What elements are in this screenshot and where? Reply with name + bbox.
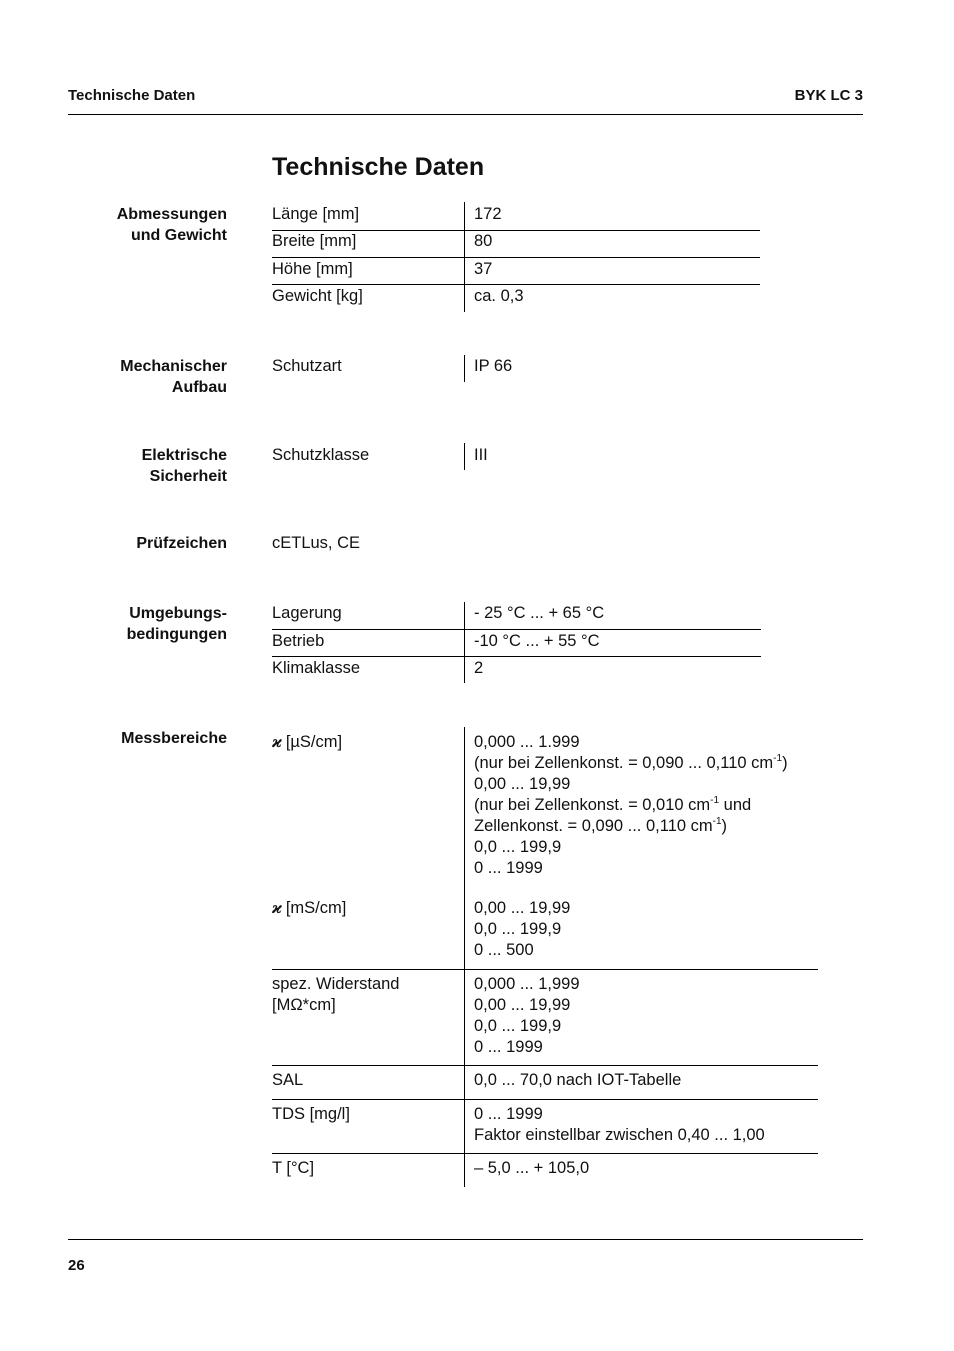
table-value: III	[474, 446, 488, 464]
table-key: Betrieb	[272, 632, 325, 650]
section-label-mechanik	[68, 356, 227, 398]
value-text: und	[719, 796, 752, 814]
table-value: ca. 0,3	[474, 287, 524, 305]
running-header-left: Technische Daten	[68, 87, 196, 104]
running-header-right: BYK LC 3	[794, 87, 863, 104]
unit-label: [µS/cm]	[285, 733, 343, 751]
table-row-rule	[272, 1065, 818, 1066]
key-line: spez. Widerstand	[272, 975, 400, 993]
table-key: SAL	[272, 1071, 304, 1089]
value-line	[474, 816, 788, 837]
table-value: 80	[474, 232, 493, 250]
value-line: 0,000 ... 1,999	[474, 975, 580, 993]
section-label-line: Abmessungen	[116, 206, 227, 223]
table-key: Schutzart	[272, 357, 342, 375]
section-label-line: Aufbau	[171, 379, 227, 396]
table-divider	[464, 443, 465, 470]
table-value: 172	[474, 205, 502, 223]
value-line	[474, 795, 788, 816]
section-label-line: Mechanischer	[120, 358, 227, 375]
value-line: 0,0 ... 199,9	[474, 1017, 562, 1035]
key-line: [MΩ*cm]	[272, 996, 336, 1014]
table-value: 2	[474, 659, 484, 677]
table-row-rule	[272, 284, 760, 285]
section-label-line: Sicherheit	[149, 468, 227, 485]
table-value: 0,0 ... 70,0 nach IOT-Tabelle	[474, 1071, 682, 1089]
value-line	[474, 753, 788, 774]
table-key: Länge [mm]	[272, 205, 360, 223]
value-line: 0 ... 1999	[474, 1105, 543, 1123]
kappa-symbol: ϰ	[272, 733, 282, 751]
header-rule	[68, 114, 863, 115]
table-key: Breite [mm]	[272, 232, 357, 250]
table-key: Schutzklasse	[272, 446, 370, 464]
value-line: 0,00 ... 19,99	[474, 775, 571, 793]
table-key: TDS [mg/l]	[272, 1105, 350, 1123]
table-row-rule	[272, 1153, 818, 1154]
section-label-line: Prüfzeichen	[136, 535, 227, 552]
section-label-line: Umgebungs-	[129, 605, 227, 622]
table-key	[272, 898, 346, 919]
table-value	[474, 1104, 765, 1146]
value-line: 0 ... 1999	[474, 859, 543, 877]
superscript: -1	[710, 794, 720, 806]
value-text: Zellenkonst. = 0,090 ... 0,110 cm	[474, 817, 713, 835]
table-value: - 25 °C ... + 65 °C	[474, 604, 605, 622]
section-label-abmessungen	[68, 204, 227, 246]
unit-label: [mS/cm]	[285, 899, 347, 917]
section-label-line: und Gewicht	[131, 227, 227, 244]
page-number: 26	[68, 1257, 85, 1274]
table-value	[474, 974, 580, 1058]
table-key	[272, 732, 342, 753]
value-line: 0,00 ... 19,99	[474, 996, 571, 1014]
value-text: )	[721, 817, 728, 835]
superscript: -1	[712, 815, 722, 827]
section-label-messbereiche	[68, 728, 227, 749]
table-key	[272, 974, 399, 1016]
section-label-elektrik	[68, 445, 227, 487]
value-line: 0 ... 500	[474, 941, 534, 959]
value-line: 0 ... 1999	[474, 1038, 543, 1056]
value-line: 0,00 ... 19,99	[474, 899, 571, 917]
value-text: (nur bei Zellenkonst. = 0,090 ... 0,110 cm	[474, 754, 774, 772]
pruefzeichen-value: cETLus, CE	[272, 534, 361, 552]
table-key: Höhe [mm]	[272, 260, 353, 278]
value-line: 0,0 ... 199,9	[474, 838, 562, 856]
table-key: Gewicht [kg]	[272, 287, 363, 305]
value-line: 0,0 ... 199,9	[474, 920, 562, 938]
table-row-rule	[272, 656, 761, 657]
table-key: Klimaklasse	[272, 659, 361, 677]
table-row-rule	[272, 969, 818, 970]
value-text: )	[782, 754, 788, 772]
table-row-rule	[272, 257, 760, 258]
table-row-rule	[272, 1099, 818, 1100]
table-value	[474, 898, 570, 961]
value-text: (nur bei Zellenkonst. = 0,010 cm	[474, 796, 711, 814]
table-key: Lagerung	[272, 604, 342, 622]
table-value: 37	[474, 260, 493, 278]
table-value: – 5,0 ... + 105,0	[474, 1159, 590, 1177]
table-divider	[464, 727, 465, 1187]
page-title: Technische Daten	[272, 153, 485, 181]
table-row-rule	[272, 629, 761, 630]
section-label-line: Messbereiche	[121, 730, 227, 747]
table-value	[474, 732, 788, 879]
table-key: T [°C]	[272, 1159, 315, 1177]
section-label-line: bedingungen	[126, 626, 227, 643]
table-value: IP 66	[474, 357, 513, 375]
section-label-line: Elektrische	[141, 447, 227, 464]
value-line: Faktor einstellbar zwischen 0,40 ... 1,00	[474, 1126, 765, 1144]
table-value: -10 °C ... + 55 °C	[474, 632, 600, 650]
kappa-symbol: ϰ	[272, 899, 282, 917]
footer-rule	[68, 1239, 863, 1240]
table-divider	[464, 602, 465, 683]
superscript: -1	[773, 752, 783, 764]
value-line: 0,000 ... 1.999	[474, 733, 580, 751]
section-label-umgebung	[68, 603, 227, 645]
section-label-pruefzeichen	[68, 533, 227, 554]
table-divider	[464, 355, 465, 382]
